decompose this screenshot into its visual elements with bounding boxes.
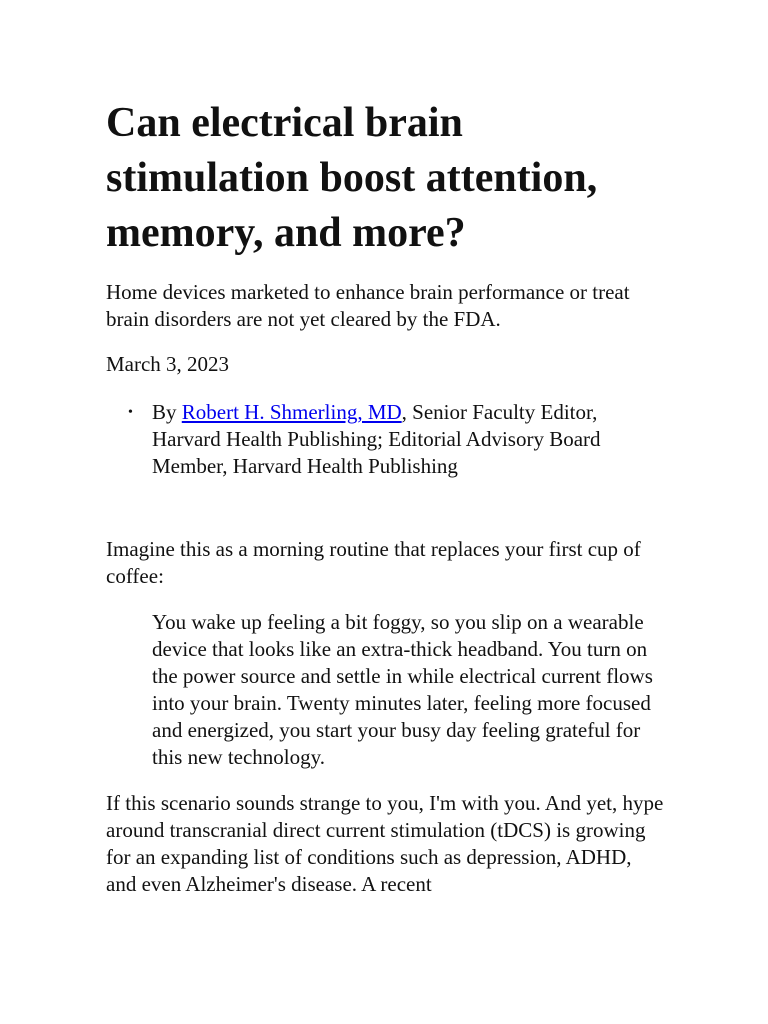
byline (128, 399, 666, 480)
byline-list (106, 399, 666, 480)
article-title: Can electrical brain stimulation boost attention, memory, and more? (106, 100, 598, 256)
byline-credentials: , Senior Faculty Editor, Harvard Health Publishing; Editorial Advisory Board Member, Harvard Health Publishing (152, 400, 601, 478)
intro-paragraph: Imagine this as a morning routine that replaces your first cup of coffee: (106, 537, 641, 588)
author-link[interactable]: Robert H. Shmerling, MD (181, 400, 402, 424)
byline-prefix: By (152, 400, 182, 424)
article (106, 96, 666, 898)
article-subtitle: Home devices marketed to enhance brain performance or treat brain disorders are not yet cleared by the FDA. (106, 280, 630, 331)
publish-date: March 3, 2023 (106, 352, 230, 376)
bullet-icon: • (128, 405, 133, 420)
scenario-blockquote: You wake up feeling a bit foggy, so you slip on a wearable device that looks like an extra-thick headband. You turn on the power source and settle in while electrical current flows into your brain. Twenty minutes later, feeling more focused and energized, you start your busy day feeling grateful for this new technology. (152, 610, 653, 769)
body-paragraph: If this scenario sounds strange to you, I'm with you. And yet, hype around transcranial direct current stimulation (tDCS) is growing for an expanding list of conditions such as depression, ADHD, and even Alzheimer's disease. A recent (106, 791, 664, 896)
